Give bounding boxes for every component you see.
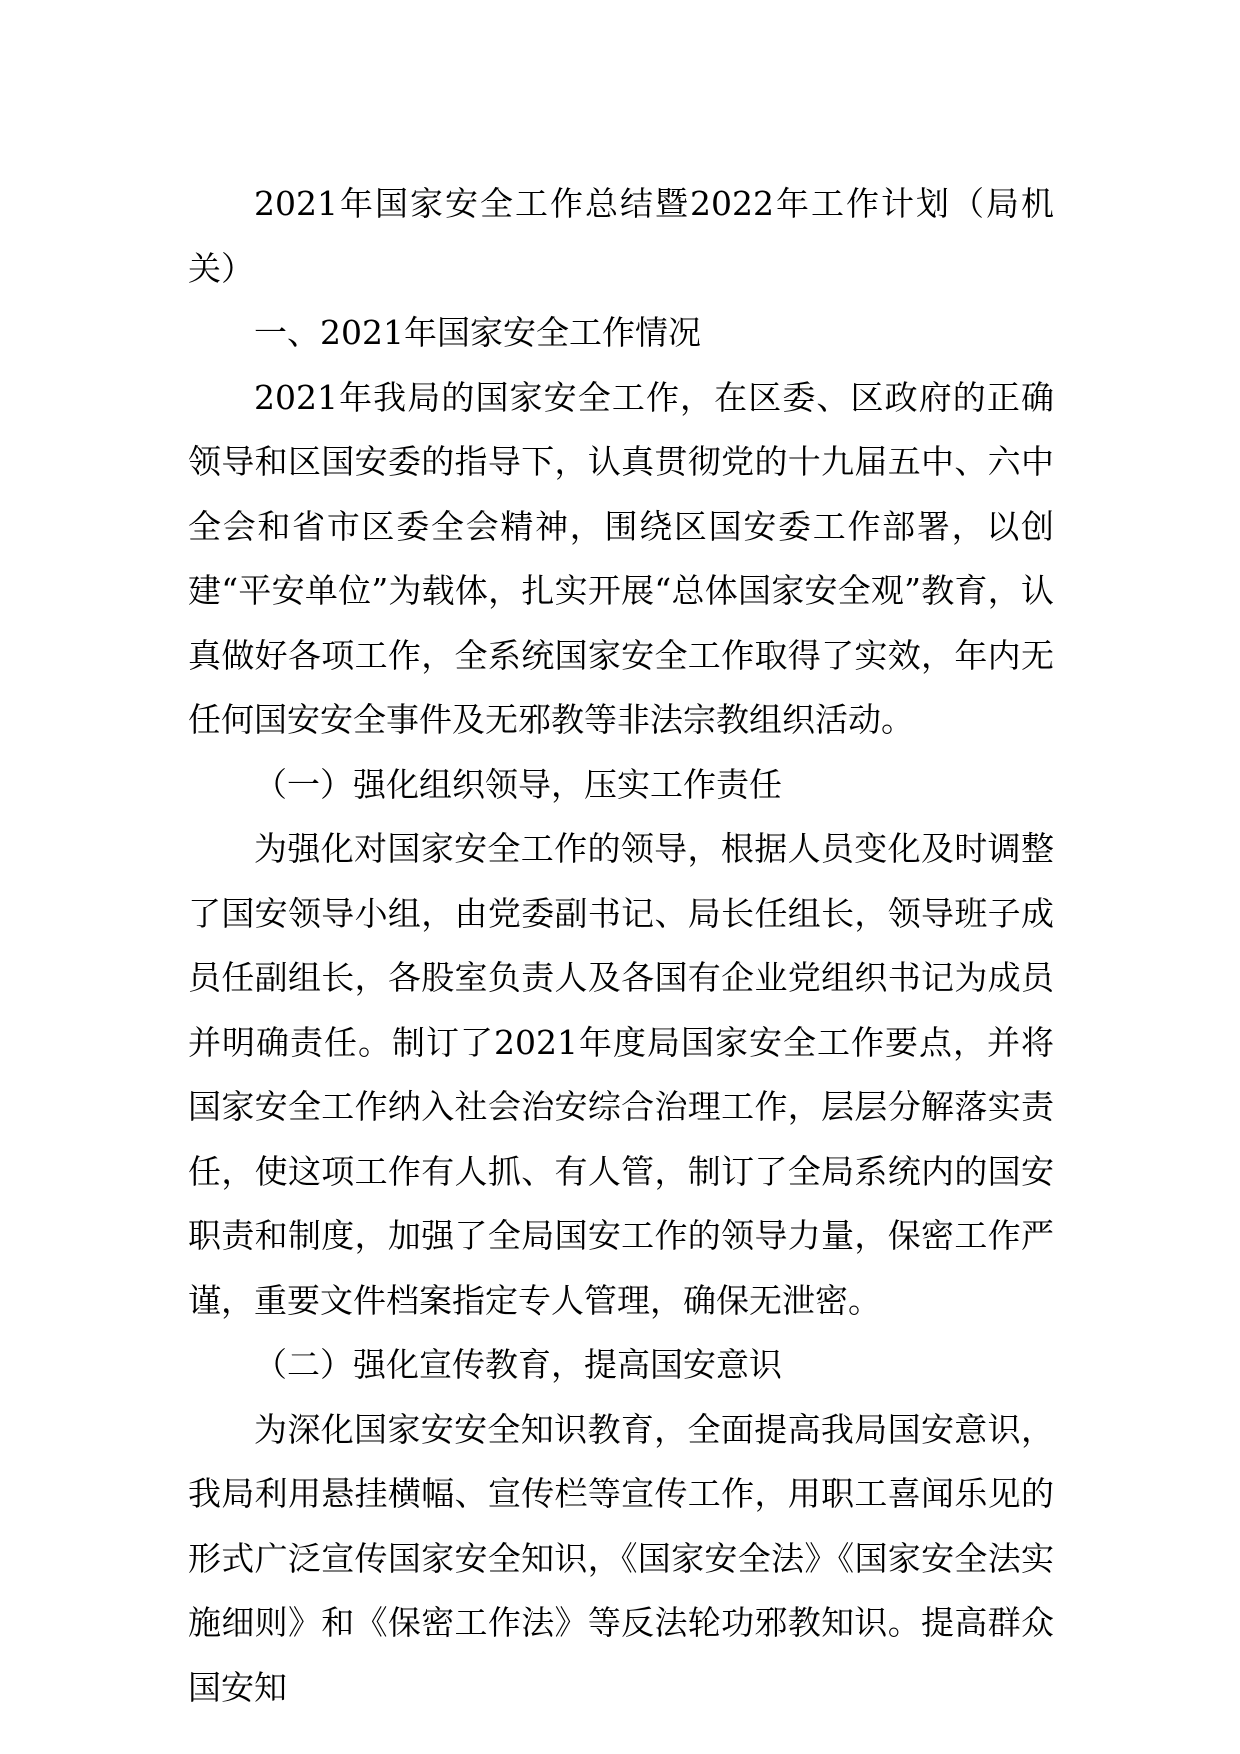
- section-heading: 一、2021年国家安全工作情况: [254, 313, 701, 352]
- body-paragraph: 为深化国家安安全知识教育，全面提高我局国安意识，我局利用悬挂横幅、宣传栏等宣传工作，用职工喜闻乐见的形式广泛宣传国家安全知识，《国家安全法》《国家安全法实施细则》和《保密工作法》等反法轮功邪教知识。提高群众国安知: [188, 1409, 1054, 1707]
- document-title: 2021年国家安全工作总结暨2022年工作计划（局机关）: [188, 184, 1054, 288]
- subsection-heading: （二）强化宣传教育，提高国安意识: [254, 1345, 782, 1384]
- subsection-heading: （一）强化组织领导，压实工作责任: [254, 764, 782, 804]
- document-body: [188, 172, 1054, 1720]
- body-paragraph: 为强化对国家安全工作的领导，根据人员变化及时调整了国安领导小组，由党委副书记、局长任组长，领导班子成员任副组长，各股室负责人及各国有企业党组织书记为成员并明确责任。制订了2021年度局国家安全工作要点，并将国家安全工作纳入社会治安综合治理工作，层层分解落实责任，使这项工作有人抓、有人管，制订了全局系统内的国安职责和制度，加强了全局国安工作的领导力量，保密工作严谨，重要文件档案指定专人管理，确保无泄密。: [188, 829, 1054, 1320]
- intro-paragraph: 2021年我局的国家安全工作，在区委、区政府的正确领导和区国安委的指导下，认真贯彻党的十九届五中、六中全会和省市区委全会精神，围绕区国安委工作部署，以创建“平安单位”为载体，扎实开展“总体国家安全观”教育，认真做好各项工作，全系统国家安全工作取得了实效，年内无任何国安安全事件及无邪教等非法宗教组织活动。: [188, 377, 1054, 739]
